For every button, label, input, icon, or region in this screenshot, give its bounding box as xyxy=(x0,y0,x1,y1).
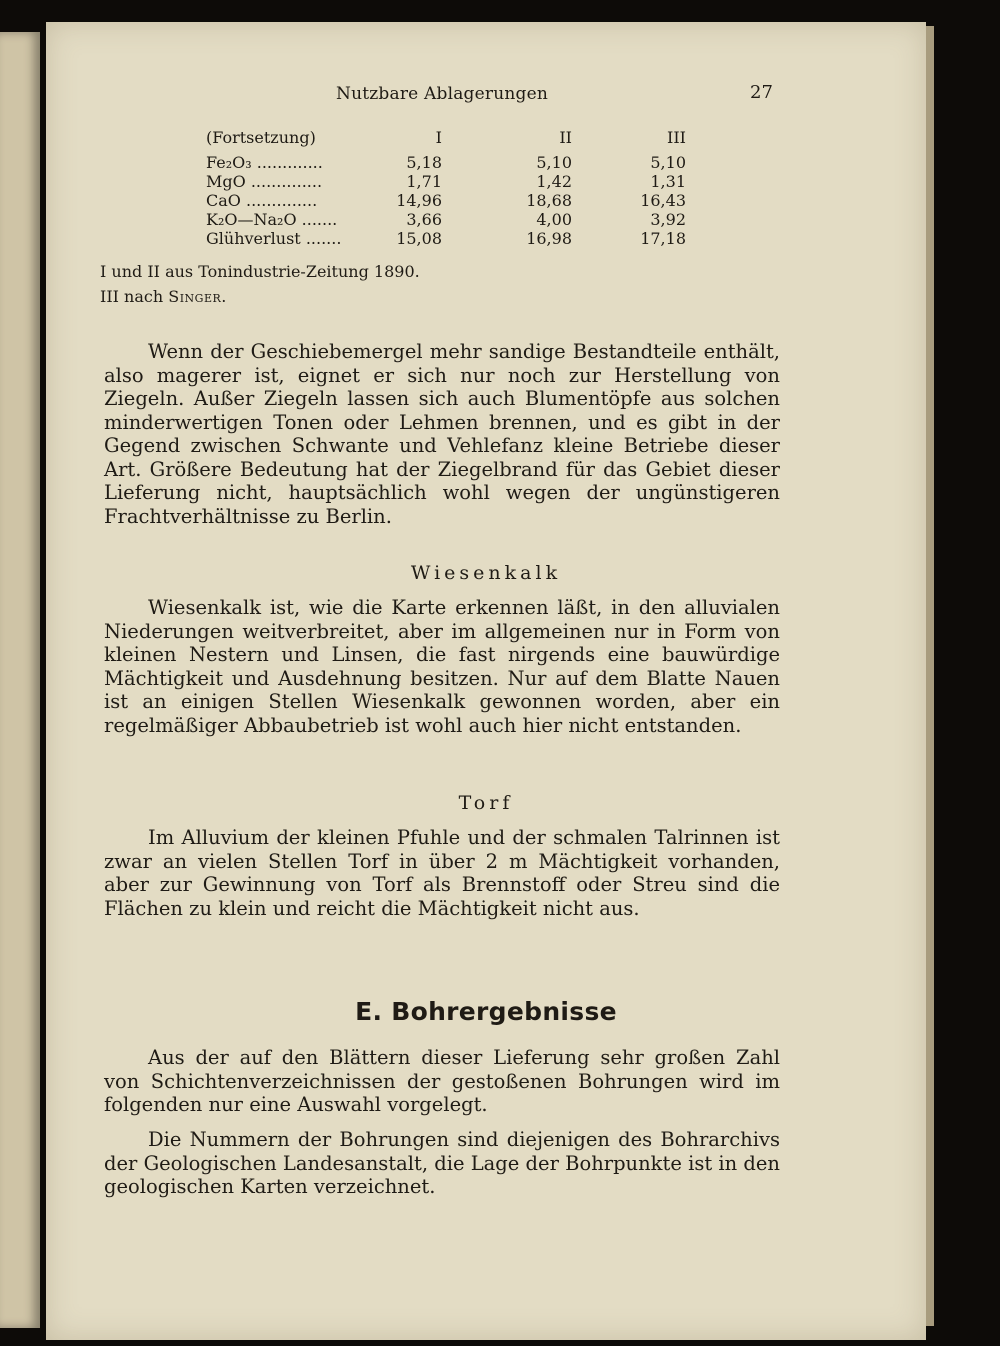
column-header: I xyxy=(435,128,442,147)
paragraph-bohrergebnisse-1: Aus der auf den Blättern dieser Lieferung sehr großen Zahl von Schichtenverzeichnissen der gestoßenen Bohrungen wird im folgenden nur eine Auswahl vorgelegt. xyxy=(104,1046,780,1116)
row-label: MgO .............. xyxy=(206,172,323,191)
table-cell: 1,71 xyxy=(406,172,442,191)
column-header: (Fortsetzung) xyxy=(206,128,316,147)
running-head: Nutzbare Ablagerungen xyxy=(336,84,549,104)
note-prefix: III nach xyxy=(100,287,169,306)
table-cell: 17,18 xyxy=(640,229,686,248)
paragraph-torf: Im Alluvium der kleinen Pfuhle und der schmalen Talrinnen ist zwar an vielen Stellen Torf in über 2 m Mächtigkeit vorhanden, aber zur Gewinnung von Torf als Brennstoff oder Streu sind die Flächen zu klein und reicht die Mächtigkeit nicht aus. xyxy=(104,826,780,920)
table-cell: 5,10 xyxy=(650,153,686,172)
page-number: 27 xyxy=(750,82,773,103)
table-cell: 16,43 xyxy=(640,191,686,210)
previous-page-edge xyxy=(0,32,40,1328)
table-row xyxy=(206,153,686,172)
book-page xyxy=(46,22,926,1340)
table-row xyxy=(206,172,686,191)
row-label: Fe₂O₃ ............. xyxy=(206,153,323,172)
table-cell: 1,42 xyxy=(536,172,572,191)
table-cell: 16,98 xyxy=(526,229,572,248)
paragraph-wiesenkalk: Wiesenkalk ist, wie die Karte erkennen läßt, in den alluvialen Niederungen weitverbreitet, aber im allgemeinen nur in Form von kleinen Nestern und Linsen, die fast nirgends eine bauwürdige Mächtigkeit und Ausdehnung besitzen. Nur auf dem Blatte Nauen ist an einigen Stellen Wiesenkalk gewonnen worden, aber ein regelmäßiger Abbaubetrieb ist wohl auch hier nicht entstanden. xyxy=(104,596,780,737)
table-cell: 14,96 xyxy=(396,191,442,210)
source-note-2 xyxy=(100,287,227,306)
paragraph-bohrergebnisse-2: Die Nummern der Bohrungen sind diejenigen des Bohrarchivs der Geologischen Landesanstalt, die Lage der Bohrpunkte ist in den geologischen Karten verzeichnet. xyxy=(104,1128,780,1198)
section-heading-wiesenkalk: Wiesenkalk xyxy=(410,562,562,584)
table-row xyxy=(206,229,686,248)
column-header: III xyxy=(667,128,686,147)
table-cell: 18,68 xyxy=(526,191,572,210)
section-heading-torf: Torf xyxy=(458,792,514,814)
paragraph-geschiebemergel: Wenn der Geschiebemergel mehr sandige Bestandteile enthält, also magerer ist, eignet er sich nur noch zur Herstellung von Ziegeln. Außer Ziegeln lassen sich auch Blumentöpfe aus solchen minderwertigen Tonen oder Lehmen brennen, und es gibt in der Gegend zwischen Schwante und Vehlefanz kleine Betriebe dieser Art. Größere Bedeutung hat der Ziegelbrand für das Gebiet dieser Lieferung nicht, hauptsächlich wohl wegen der ungünstigeren Frachtverhältnisse zu Berlin. xyxy=(104,340,780,528)
table-cell: 3,66 xyxy=(406,210,442,229)
table-cell: 15,08 xyxy=(396,229,442,248)
row-label: K₂O—Na₂O ....... xyxy=(206,210,338,229)
page-edge-shadow xyxy=(926,26,934,1326)
table-cell: 4,00 xyxy=(536,210,572,229)
row-label: Glühverlust ....... xyxy=(206,229,342,248)
table-row xyxy=(206,210,686,229)
table-cell: 5,18 xyxy=(406,153,442,172)
chapter-heading-bohrergebnisse: E. Bohrergebnisse xyxy=(355,997,617,1026)
analysis-table xyxy=(206,128,686,248)
row-label: CaO .............. xyxy=(206,191,318,210)
table-header-row xyxy=(206,128,686,153)
author-name: Singer. xyxy=(168,287,227,306)
table-row xyxy=(206,191,686,210)
table-cell: 5,10 xyxy=(536,153,572,172)
table-cell: 1,31 xyxy=(650,172,686,191)
source-note-1: I und II aus Tonindustrie-Zeitung 1890. xyxy=(100,262,420,281)
column-header: II xyxy=(559,128,572,147)
table-cell: 3,92 xyxy=(650,210,686,229)
